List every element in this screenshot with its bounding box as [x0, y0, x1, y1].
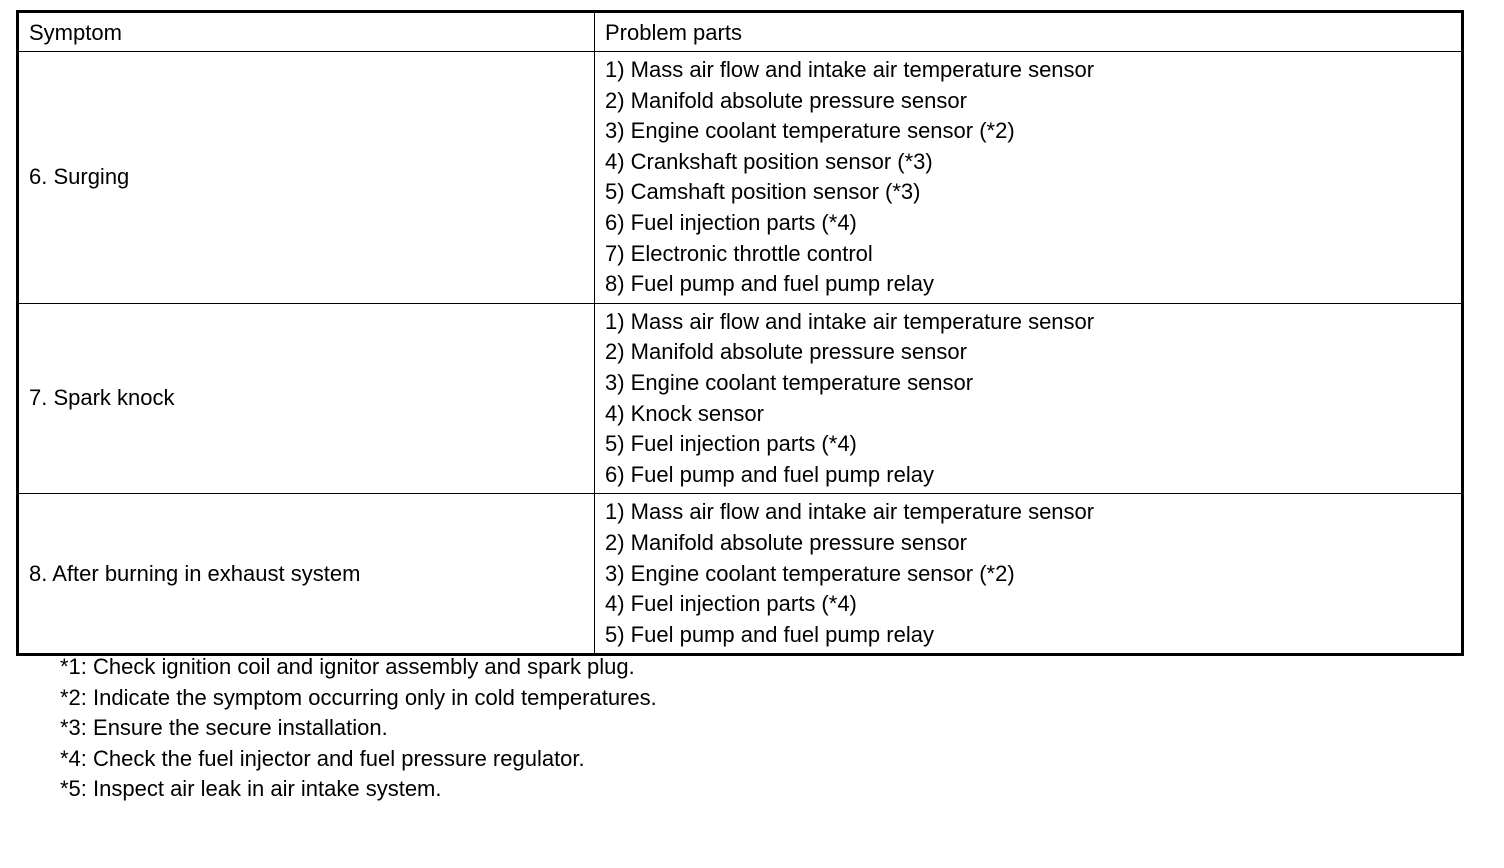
problem-part-item: 5) Camshaft position sensor (*3) [605, 179, 921, 205]
footnote: *2: Indicate the symptom occurring only in cold temperatures. [60, 684, 657, 710]
symptom-cell: 6. Surging [18, 52, 595, 304]
symptom-column-header: Symptom [18, 12, 595, 52]
symptom-cell: 7. Spark knock [18, 303, 595, 494]
footnote: *5: Inspect air leak in air intake system. [60, 776, 442, 802]
problem-part-item: 2) Manifold absolute pressure sensor [605, 87, 967, 113]
problem-part-item: 2) Manifold absolute pressure sensor [605, 339, 967, 365]
problem-part-item: 1) Mass air flow and intake air temperature sensor [605, 308, 1095, 334]
problem-part-item: 6) Fuel pump and fuel pump relay [605, 461, 934, 487]
header-row [18, 12, 1463, 52]
footnote: *4: Check the fuel injector and fuel pressure regulator. [60, 745, 585, 771]
problem-part-item: 4) Crankshaft position sensor (*3) [605, 148, 933, 174]
problem-parts-cell [595, 494, 1463, 655]
problem-part-item: 1) Mass air flow and intake air temperature sensor [605, 57, 1095, 82]
problem-part-item: 6) Fuel injection parts (*4) [605, 209, 857, 235]
problem-parts-cell [595, 52, 1463, 304]
problem-part-item: 4) Knock sensor [605, 400, 764, 426]
footnote: *3: Ensure the secure installation. [60, 715, 388, 741]
problem-parts-cell [595, 303, 1463, 494]
problem-parts-list [605, 55, 1451, 300]
problem-part-item: 4) Fuel injection parts (*4) [605, 591, 857, 617]
problem-part-item: 1) Mass air flow and intake air temperature sensor [605, 499, 1095, 525]
problem-part-item: 3) Engine coolant temperature sensor (*2) [605, 560, 1015, 586]
problem-part-item: 5) Fuel injection parts (*4) [605, 431, 857, 457]
table-body [18, 52, 1463, 655]
problem-parts-column-header: Problem parts [595, 12, 1463, 52]
problem-part-item: 3) Engine coolant temperature sensor (*2) [605, 118, 1015, 144]
problem-part-item: 8) Fuel pump and fuel pump relay [605, 271, 934, 297]
table-row [18, 303, 1463, 494]
footnote: *1: Check ignition coil and ignitor assembly and spark plug. [60, 654, 635, 679]
table-row [18, 494, 1463, 655]
problem-part-item: 5) Fuel pump and fuel pump relay [605, 621, 934, 647]
symptom-cell: 8. After burning in exhaust system [18, 494, 595, 655]
problem-parts-list [605, 307, 1451, 491]
footnotes-list [60, 652, 657, 805]
problem-part-item: 3) Engine coolant temperature sensor [605, 369, 974, 395]
symptom-table [16, 10, 1464, 656]
table-row [18, 52, 1463, 304]
table-header [18, 12, 1463, 52]
problem-part-item: 2) Manifold absolute pressure sensor [605, 529, 967, 555]
problem-part-item: 7) Electronic throttle control [605, 240, 873, 266]
problem-parts-list [605, 497, 1451, 650]
